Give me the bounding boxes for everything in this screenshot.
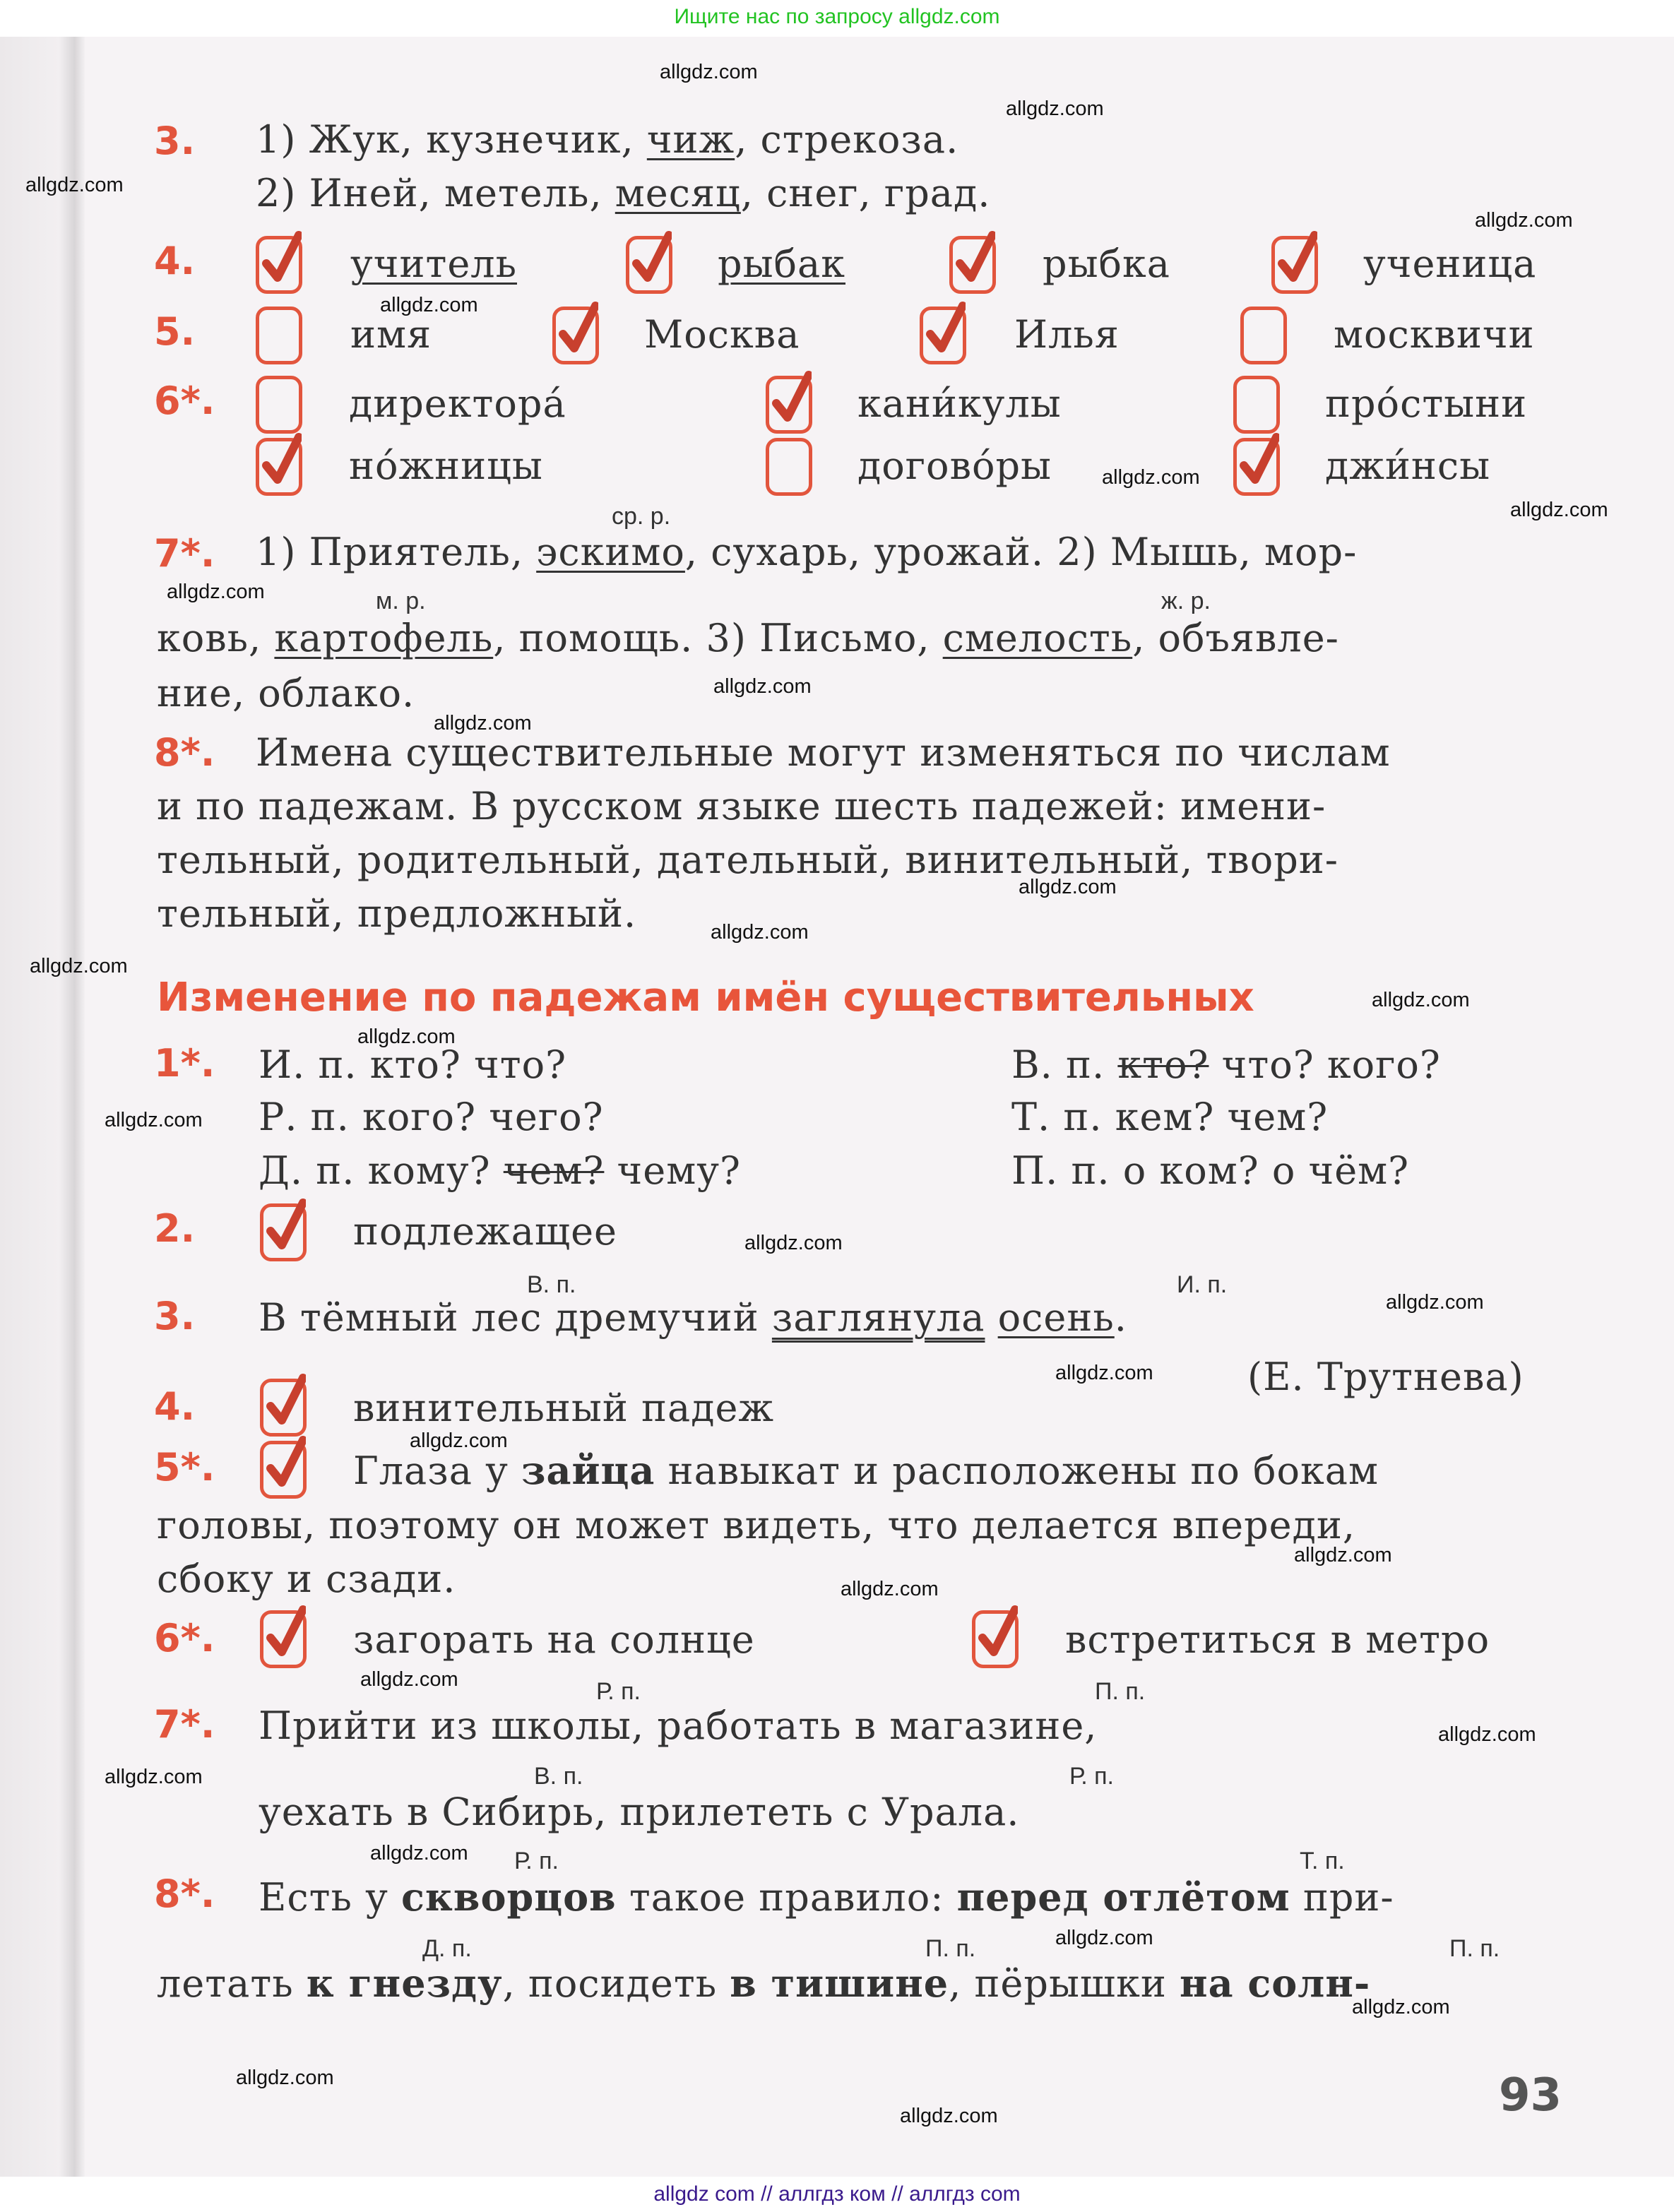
- watermark: allgdz.com: [1055, 1927, 1153, 1949]
- check-icon: [266, 1605, 306, 1662]
- case-row: Т. п. кем? чем?: [1011, 1095, 1329, 1139]
- check-icon: [978, 1605, 1018, 1662]
- watermark: allgdz.com: [1438, 1723, 1536, 1746]
- checkbox-checked[interactable]: [1233, 438, 1280, 496]
- watermark: allgdz.com: [105, 1766, 203, 1788]
- check-icon: [926, 302, 966, 358]
- checkbox-unchecked[interactable]: [1233, 376, 1280, 434]
- option-label: джи́нсы: [1325, 444, 1491, 488]
- option-label: ученица: [1363, 242, 1537, 286]
- check-icon: [1278, 231, 1317, 287]
- option-label: нóжницы: [349, 444, 543, 488]
- checkbox-checked[interactable]: [972, 1610, 1019, 1668]
- ex7-line: уехать в Сибирь, прилететь с Урала.: [259, 1790, 1020, 1834]
- option-label: кани́кулы: [857, 381, 1062, 426]
- case-row: Д. п. кому? чем? чему?: [259, 1148, 741, 1193]
- exercise-number: 7*.: [154, 531, 215, 576]
- option-label: Москва: [644, 312, 800, 357]
- ex5-line: Глаза у зайца навыкат и расположены по бокам: [353, 1448, 1379, 1493]
- exercise-number: 7*.: [154, 1702, 215, 1747]
- checkbox-checked[interactable]: [260, 1610, 307, 1668]
- check-icon: [559, 302, 598, 358]
- case-note: Р. п.: [1069, 1763, 1115, 1790]
- check-icon: [956, 231, 995, 287]
- watermark: allgdz.com: [1102, 466, 1200, 489]
- check-icon: [632, 231, 672, 287]
- checkbox-checked[interactable]: [256, 236, 302, 294]
- watermark: allgdz.com: [900, 2105, 998, 2127]
- ex3-sentence: В тёмный лес дремучий заглянула осень.: [259, 1295, 1127, 1340]
- ex7-line2: ковь, картофель, помощь. 3) Письмо, смелость, объявле-: [157, 616, 1339, 660]
- gender-note: м. р.: [376, 588, 426, 614]
- option-label: договóры: [857, 444, 1052, 488]
- watermark: allgdz.com: [370, 1842, 468, 1865]
- exercise-number: 1*.: [154, 1041, 215, 1086]
- checkbox-unchecked[interactable]: [1240, 307, 1287, 364]
- watermark: allgdz.com: [841, 1578, 939, 1600]
- checkbox-checked[interactable]: [949, 236, 996, 294]
- case-note: В. п.: [527, 1271, 576, 1298]
- checkbox-unchecked[interactable]: [256, 376, 302, 434]
- section-heading: Изменение по падежам имён существительных: [157, 975, 1254, 1021]
- checkbox-checked[interactable]: [626, 236, 672, 294]
- watermark: allgdz.com: [1294, 1544, 1392, 1566]
- ex8-line: тельный, родительный, дательный, винительный, твори-: [157, 838, 1339, 882]
- watermark: allgdz.com: [1475, 209, 1573, 232]
- option-label: имя: [350, 312, 432, 357]
- case-note: П. п.: [925, 1935, 976, 1962]
- option-label: рыбак: [718, 242, 846, 286]
- case-row: Р. п. кого? чего?: [259, 1095, 604, 1139]
- option-label: директорá: [349, 381, 566, 426]
- option-label: прóстыни: [1325, 381, 1528, 426]
- exercise-number: 6*.: [154, 1616, 215, 1660]
- checkbox-checked[interactable]: [256, 438, 302, 496]
- exercise-number: 5*.: [154, 1445, 215, 1489]
- ex7-line3: ние, облако.: [157, 671, 415, 715]
- option-label: загорать на солнце: [353, 1617, 755, 1662]
- answer-label: винительный падеж: [353, 1386, 775, 1430]
- checkbox-checked[interactable]: [766, 376, 812, 434]
- watermark: allgdz.com: [410, 1429, 508, 1452]
- case-note: П. п.: [1095, 1678, 1146, 1705]
- checkbox-checked[interactable]: [260, 1441, 307, 1499]
- case-row: В. п. кто? что? кого?: [1011, 1042, 1441, 1087]
- ex3-line1: 1) Жук, кузнечик, чиж, стрекоза.: [256, 117, 959, 162]
- checkbox-checked[interactable]: [1271, 236, 1318, 294]
- checkbox-unchecked[interactable]: [766, 438, 812, 496]
- check-icon: [262, 231, 302, 287]
- exercise-number: 8*.: [154, 1872, 215, 1916]
- check-icon: [266, 1436, 306, 1492]
- ex8-line: тельный, предложный.: [157, 891, 637, 936]
- gender-note: ж. р.: [1161, 588, 1211, 614]
- exercise-number: 4.: [154, 239, 196, 283]
- gender-note: ср. р.: [612, 503, 671, 530]
- option-label: учитель: [350, 242, 517, 286]
- watermark: allgdz.com: [744, 1232, 843, 1254]
- case-note: Р. п.: [596, 1678, 641, 1705]
- check-icon: [1240, 433, 1279, 489]
- ex3-line2: 2) Иней, метель, месяц, снег, град.: [256, 171, 991, 215]
- watermark: allgdz.com: [711, 921, 809, 944]
- watermark: allgdz.com: [713, 675, 812, 698]
- check-icon: [266, 1374, 306, 1430]
- ex5-line: головы, поэтому он может видеть, что делается впереди,: [157, 1503, 1355, 1547]
- case-note: Т. п.: [1300, 1848, 1345, 1874]
- ex7-line1: 1) Приятель, эскимо, сухарь, урожай. 2) Мышь, мор-: [256, 530, 1358, 574]
- watermark: allgdz.com: [380, 294, 478, 316]
- watermark: allgdz.com: [660, 61, 758, 83]
- watermark: allgdz.com: [357, 1025, 456, 1048]
- watermark: allgdz.com: [167, 581, 265, 603]
- watermark: allgdz.com: [1386, 1291, 1484, 1314]
- watermark: allgdz.com: [25, 174, 124, 196]
- case-note: Д. п.: [422, 1935, 472, 1962]
- watermark: allgdz.com: [1019, 876, 1117, 898]
- watermark: allgdz.com: [1055, 1362, 1153, 1384]
- ex8-line: летать к гнезду, посидеть в тишине, пёрышки на солн-: [157, 1961, 1371, 2006]
- top-banner[interactable]: Ищите нас по запросу allgdz.com: [0, 0, 1674, 37]
- checkbox-checked[interactable]: [920, 307, 966, 364]
- watermark: allgdz.com: [434, 712, 532, 735]
- watermark: allgdz.com: [1510, 499, 1608, 521]
- watermark: allgdz.com: [105, 1109, 203, 1131]
- exercise-number: 8*.: [154, 730, 215, 775]
- watermark: allgdz.com: [236, 2067, 334, 2089]
- case-row: П. п. о ком? о чём?: [1011, 1148, 1410, 1193]
- option-label: встретиться в метро: [1065, 1617, 1490, 1662]
- exercise-number: 5.: [154, 309, 196, 354]
- option-label: рыбка: [1043, 242, 1171, 286]
- book-spine-shadow: [0, 37, 85, 2177]
- ex8-line: и по падежам. В русском языке шесть падежей: имени-: [157, 784, 1326, 828]
- ex7-line: Прийти из школы, работать в магазине,: [259, 1703, 1098, 1748]
- checkbox-unchecked[interactable]: [256, 307, 302, 364]
- checkbox-checked[interactable]: [260, 1379, 307, 1437]
- case-row: И. п. кто? что?: [259, 1042, 567, 1087]
- check-icon: [772, 371, 812, 427]
- page-number: 93: [1499, 2069, 1562, 2122]
- watermark: allgdz.com: [1006, 97, 1104, 120]
- check-icon: [262, 433, 302, 489]
- case-note: В. п.: [534, 1763, 583, 1790]
- bottom-banner[interactable]: allgdz com // аллгдз ком // аллгдз com: [0, 2177, 1674, 2212]
- watermark: allgdz.com: [1352, 1996, 1450, 2018]
- case-note: И. п.: [1177, 1271, 1228, 1298]
- textbook-page: [0, 37, 1674, 2177]
- ex5-line: сбоку и сзади.: [157, 1557, 456, 1601]
- exercise-number: 6*.: [154, 379, 215, 423]
- option-label: Илья: [1014, 312, 1120, 357]
- case-note: П. п.: [1449, 1935, 1500, 1962]
- author: (Е. Трутнева): [1247, 1355, 1524, 1399]
- ex8-line: Имена существительные могут изменяться по числам: [256, 730, 1391, 775]
- check-icon: [266, 1199, 306, 1255]
- exercise-number: 3.: [154, 119, 196, 163]
- option-label: москвичи: [1334, 312, 1535, 357]
- case-note: Р. п.: [514, 1848, 559, 1874]
- watermark: allgdz.com: [30, 955, 128, 977]
- ex8-line: Есть у скворцов такое правило: перед отлётом при-: [259, 1874, 1394, 1920]
- exercise-number: 2.: [154, 1206, 196, 1251]
- checkbox-checked[interactable]: [260, 1203, 307, 1261]
- exercise-number: 4.: [154, 1384, 196, 1429]
- answer-label: подлежащее: [353, 1209, 617, 1254]
- watermark: allgdz.com: [1372, 989, 1470, 1011]
- exercise-number: 3.: [154, 1294, 196, 1338]
- checkbox-checked[interactable]: [552, 307, 599, 364]
- watermark: allgdz.com: [360, 1668, 458, 1691]
